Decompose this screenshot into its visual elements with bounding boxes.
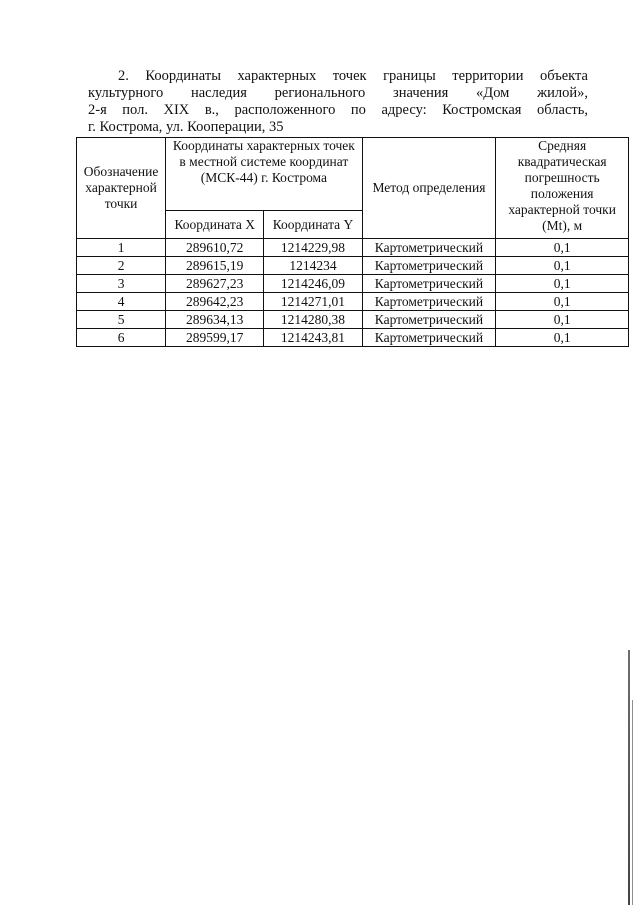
heading-line-4 [88, 119, 588, 136]
cell-accuracy: 0,1 [496, 239, 629, 257]
heading-line-2 [88, 85, 588, 102]
table-row [77, 257, 629, 275]
heading-word: 2-я [88, 102, 107, 118]
heading-word: культурного [88, 85, 164, 101]
heading-word: границы [383, 68, 436, 84]
cell-accuracy: 0,1 [496, 275, 629, 293]
heading-line-1 [88, 68, 588, 85]
cell-accuracy: 0,1 [496, 293, 629, 311]
heading-word: в., [204, 102, 219, 118]
heading-word: характерных [237, 68, 317, 84]
heading-word: 2. [118, 68, 129, 84]
cell-y: 1214243,81 [264, 329, 362, 347]
section-heading [88, 68, 588, 136]
heading-word: точек [332, 68, 367, 84]
cell-method: Картометрический [362, 257, 496, 275]
cell-x: 289634,13 [166, 311, 264, 329]
heading-word: область, [537, 102, 588, 118]
cell-y: 1214246,09 [264, 275, 362, 293]
header-method: Метод определения [362, 138, 496, 239]
heading-word: расположенного [234, 102, 336, 118]
coordinates-table [76, 137, 629, 347]
cell-x: 289599,17 [166, 329, 264, 347]
heading-word: значения [393, 85, 449, 101]
cell-method: Картометрический [362, 275, 496, 293]
header-point: Обозначение характерной точки [77, 138, 166, 239]
cell-method: Картометрический [362, 311, 496, 329]
cell-y: 1214280,38 [264, 311, 362, 329]
cell-accuracy: 0,1 [496, 329, 629, 347]
cell-point: 2 [77, 257, 166, 275]
header-coordinates: Координаты характерных точек в местной системе координат (МСК-44) г. Кострома [166, 138, 362, 211]
heading-word: по [350, 102, 366, 118]
table-header [77, 138, 629, 239]
heading-word: объекта [539, 68, 588, 84]
table-row [77, 311, 629, 329]
table-row [77, 293, 629, 311]
heading-word: территории [452, 68, 524, 84]
cell-point: 6 [77, 329, 166, 347]
cell-x: 289642,23 [166, 293, 264, 311]
heading-address: г. Кострома, ул. Кооперации, 35 [88, 119, 284, 135]
cell-x: 289615,19 [166, 257, 264, 275]
heading-word: наследия [190, 85, 247, 101]
cell-x: 289610,72 [166, 239, 264, 257]
cell-method: Картометрический [362, 239, 496, 257]
heading-word: жилой», [537, 85, 588, 101]
heading-word: адресу: [381, 102, 427, 118]
cell-accuracy: 0,1 [496, 257, 629, 275]
table-row [77, 275, 629, 293]
cell-method: Картометрический [362, 329, 496, 347]
scan-edge-mark [628, 650, 630, 905]
cell-y: 1214271,01 [264, 293, 362, 311]
header-accuracy: Средняя квадратическая погрешность положения характерной точки (Mt), м [496, 138, 629, 239]
header-coord-x: Координата X [166, 211, 264, 239]
cell-y: 1214234 [264, 257, 362, 275]
cell-point: 3 [77, 275, 166, 293]
cell-method: Картометрический [362, 293, 496, 311]
scan-edge-mark [632, 700, 633, 905]
heading-word: Костромская [442, 102, 522, 118]
table-row [77, 239, 629, 257]
heading-word: XIX [163, 102, 190, 118]
cell-point: 4 [77, 293, 166, 311]
table-body [77, 239, 629, 347]
cell-y: 1214229,98 [264, 239, 362, 257]
heading-line-3 [88, 102, 588, 119]
cell-point: 5 [77, 311, 166, 329]
heading-word: «Дом [476, 85, 510, 101]
cell-x: 289627,23 [166, 275, 264, 293]
header-coord-y: Координата Y [264, 211, 362, 239]
cell-point: 1 [77, 239, 166, 257]
table-row [77, 329, 629, 347]
heading-word: пол. [122, 102, 148, 118]
heading-word: регионального [274, 85, 366, 101]
heading-word: Координаты [145, 68, 221, 84]
cell-accuracy: 0,1 [496, 311, 629, 329]
